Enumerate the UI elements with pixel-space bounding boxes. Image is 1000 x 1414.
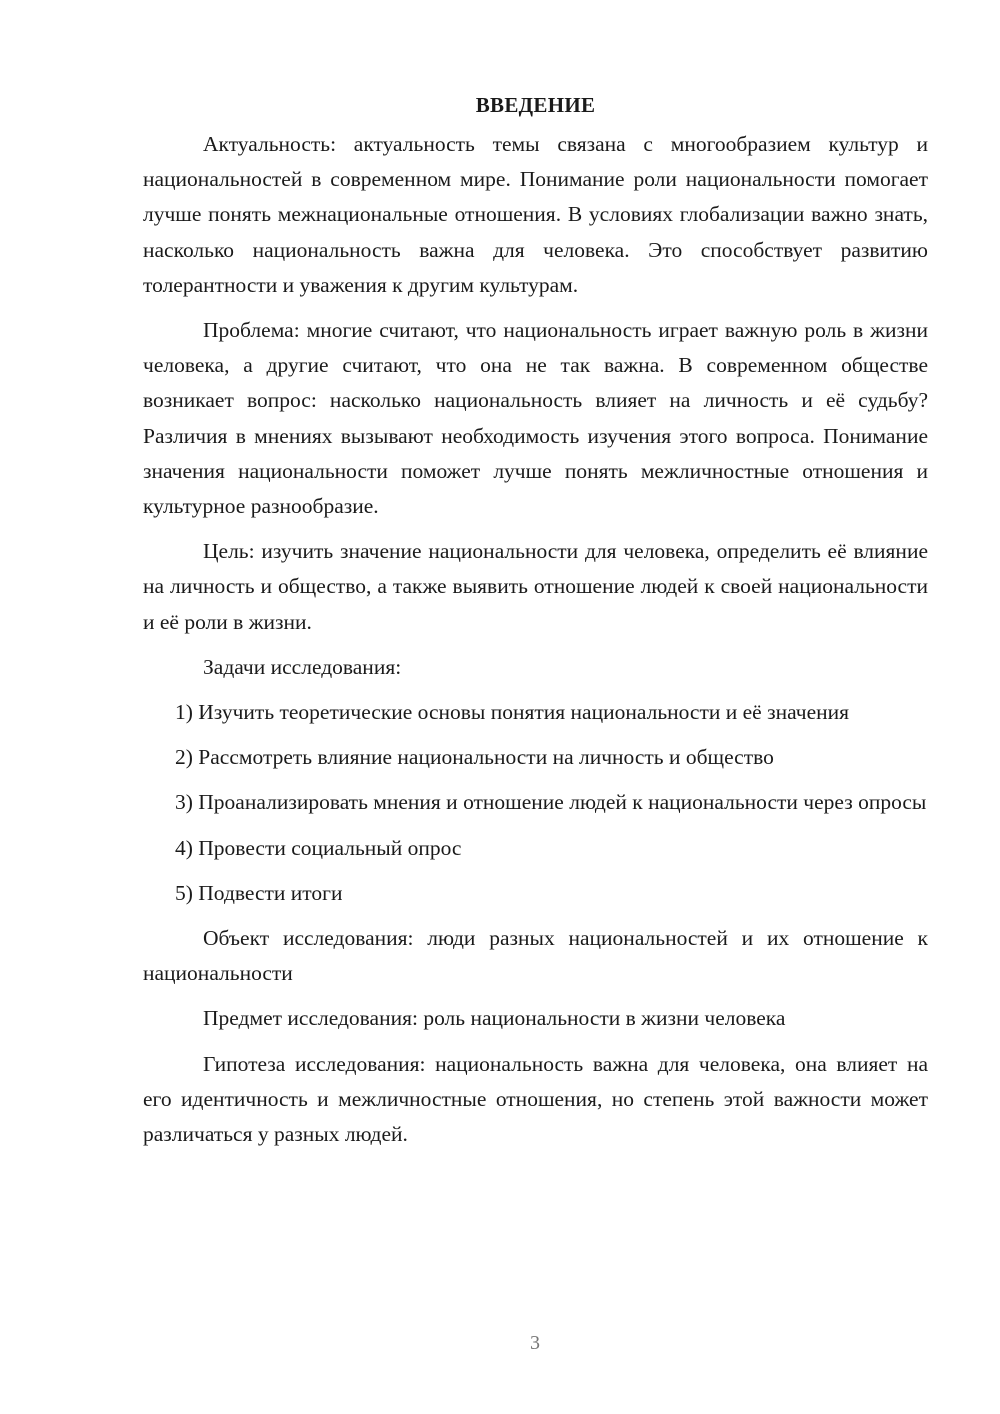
tasks-list	[143, 695, 928, 911]
task-item-5: 5) Подвести итоги	[175, 880, 343, 905]
problem-paragraph: Проблема: многие считают, что национальность играет важную роль в жизни человека, а другие считают, что она не так важна. В современном обществе возникает вопрос: насколько национальность влияет на личность и её судьбу? Различия в мнениях вызывают необходимость изучения этого вопроса. Понимание значения национальности поможет лучше понять межличностные отношения и культурное разнообразие.	[143, 318, 928, 519]
task-item-2: 2) Рассмотреть влияние национальности на личность и общество	[175, 745, 774, 770]
document-page	[143, 88, 928, 1162]
goal-paragraph: Цель: изучить значение национальности для человека, определить её влияние на личность и общество, а также выявить отношение людей к своей национальности и её роли в жизни.	[143, 539, 928, 634]
task-item-4: 4) Провести социальный опрос	[175, 835, 462, 860]
subject-paragraph: Предмет исследования: роль национальности в жизни человека	[203, 1006, 786, 1031]
page-number: 3	[530, 1332, 540, 1354]
task-item-3: 3) Проанализировать мнения и отношение людей к национальности через опросы	[175, 790, 927, 815]
task-item-1: 1) Изучить теоретические основы понятия национальности и её значения	[175, 700, 850, 725]
relevance-paragraph: Актуальность: актуальность темы связана с многообразием культур и национальностей в современном мире. Понимание роли национальности помогает лучше понять межнациональные отношения. В условиях глобализации важно знать, насколько национальность важна для человека. Это способствует развитию толерантности и уважения к другим культурам.	[143, 132, 928, 297]
page-title: ВВЕДЕНИЕ	[475, 93, 596, 117]
tasks-heading: Задачи исследования:	[203, 654, 402, 679]
object-paragraph: Объект исследования: люди разных национальностей и их отношение к национальности	[143, 926, 928, 986]
hypothesis-paragraph: Гипотеза исследования: национальность важна для человека, она влияет на его идентичность и межличностные отношения, но степень этой важности может различаться у разных людей.	[143, 1051, 928, 1147]
